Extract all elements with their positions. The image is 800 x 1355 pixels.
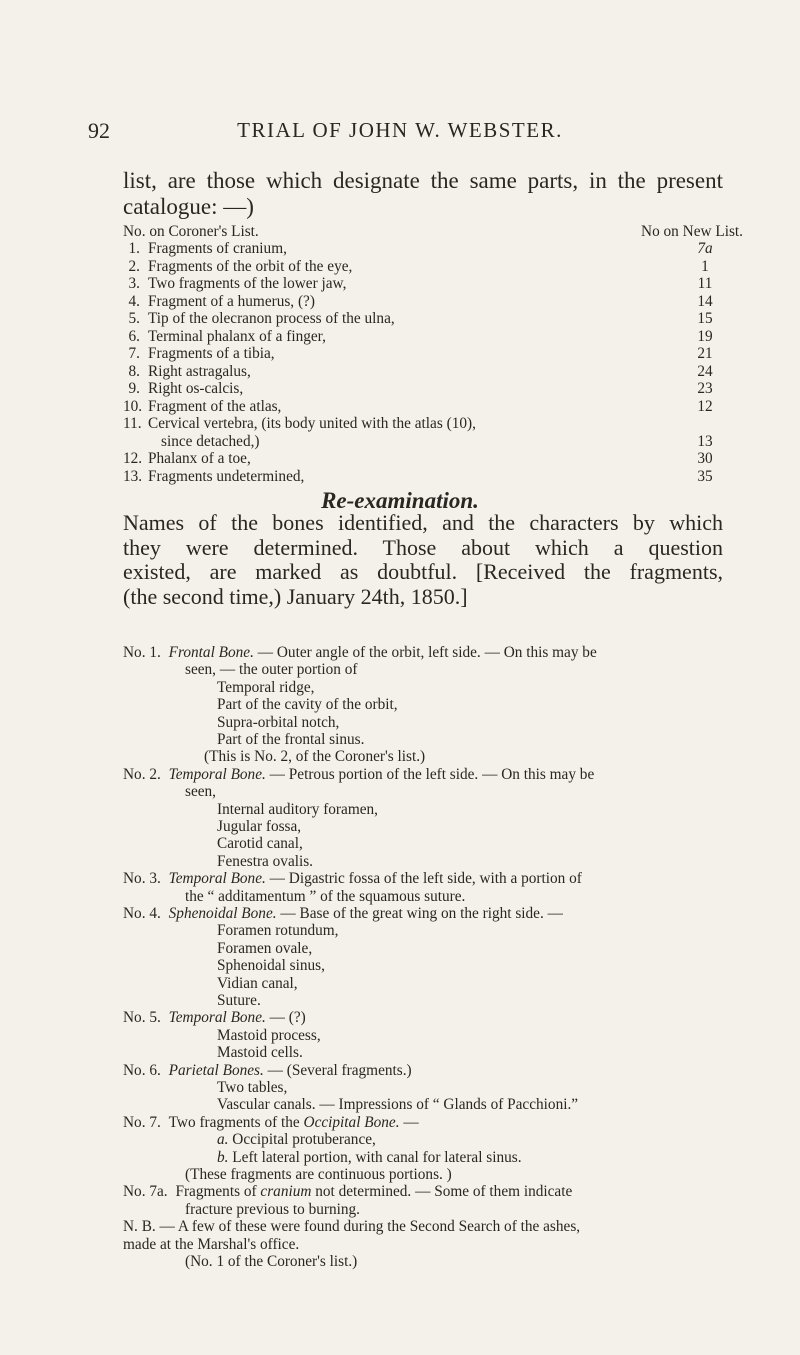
row-new-number: 1 [701,257,709,275]
page-number: 92 [88,118,110,143]
col-coroner-list: No. on Coroner's List. [123,223,259,240]
list-row [123,415,743,433]
entry-line [217,1131,376,1149]
row-number: 1. [128,240,140,257]
entry-text: — Petrous portion of the left side. — On this may be [265,765,595,783]
row-number: 9. [128,380,140,397]
row-description: Cervical vertebra, (its body united with the atlas (10), [148,415,476,432]
row-new-number: 15 [697,310,713,327]
entry-line: Part of the frontal sinus. [217,731,365,748]
item-text: Occipital protuberance, [228,1131,376,1149]
row-description: Right astragalus, [148,362,251,380]
row-number: 3. [128,275,140,292]
entry-text: — Base of the great wing on the right side. — [276,905,563,922]
row-description: Tip of the olecranon process of the ulna, [148,310,395,327]
entry-number: No. 3. [123,870,161,888]
list-row [123,258,743,276]
list-row [123,275,743,293]
entry-line: Mastoid process, [217,1026,321,1044]
row-description: Fragments of a tibia, [148,345,275,362]
bone-name: Occipital Bone. [303,1113,400,1131]
row-new-number: 11 [697,275,713,292]
row-description: Phalanx of a toe, [148,450,251,467]
row-number: 4. [128,292,140,310]
row-description: Two fragments of the lower jaw, [148,275,347,292]
entry-text: — (?) [265,1009,306,1027]
entry-number: No. 4. [123,905,161,922]
entry-parietal-bones [123,1062,412,1080]
entry-text: — [399,1113,419,1131]
list-row [123,328,743,346]
entry-number: No. 7. [123,1113,161,1131]
list-rows [123,240,743,485]
row-description: Terminal phalanx of a finger, [148,327,326,345]
entry-line: Internal auditory foramen, [217,800,378,818]
list-row [123,345,743,363]
para-line: they were determined. Those about which a question [123,534,723,560]
entry-line: Suture. [217,992,261,1009]
list-header [123,223,743,240]
list-row [123,468,743,486]
section-paragraph [123,511,723,609]
row-number: 12. [123,450,143,467]
entry-line: Vascular canals. — Impressions of “ Glands of Pacchioni.” [217,1096,579,1114]
row-number: 8. [128,362,140,380]
entry-number: No. 6. [123,1061,161,1079]
entry-line: Carotid canal, [217,835,303,853]
item-label: a. [217,1131,229,1149]
row-new-number: 30 [697,450,713,467]
entry-line: Temporal ridge, [217,678,315,696]
row-description: Right os-calcis, [148,380,244,397]
item-text: Left lateral portion, with canal for lateral sinus. [228,1148,522,1166]
entry-number: No. 7a. [123,1183,168,1201]
nota-bene: N. B. — A few of these were found during the Second Search of the ashes, [123,1218,581,1236]
entry-line: seen, [185,783,217,801]
para-line: existed, are marked as doubtful. [Received the fragments, [123,559,723,584]
item-label: b. [217,1148,229,1166]
row-new-number: 13 [697,432,713,450]
list-row [123,450,743,468]
row-number: 6. [128,327,140,345]
entry-text: not determined. — Some of them indicate [311,1183,573,1201]
entry-line: Foramen ovale, [217,939,313,957]
running-head: TRIAL OF JOHN W. WEBSTER. [237,118,563,142]
row-description: Fragment of the atlas, [148,397,282,415]
entry-line: Two tables, [217,1079,288,1096]
entry-line: Supra-orbital notch, [217,713,340,731]
row-description: since detached,) [161,432,260,450]
row-new-number: 35 [697,467,713,485]
row-number: 10. [123,397,143,415]
list-row [123,433,743,451]
list-row [123,240,743,258]
row-description: Fragments of cranium, [148,240,287,257]
bone-name: Parietal Bones. [168,1061,264,1079]
entry-line: Mastoid cells. [217,1044,303,1062]
row-number: 13. [123,467,143,485]
bone-name: Temporal Bone. [168,765,266,783]
row-new-number: 23 [697,380,713,397]
entry-frontal-bone [123,644,597,662]
bone-name: Temporal Bone. [168,1009,266,1027]
row-new-number: 24 [697,362,713,380]
entry-temporal-bone-petrous [123,766,594,784]
entry-line: seen, — the outer portion of [185,661,358,679]
entry-line: the “ additamentum ” of the squamous suture. [185,887,466,905]
bone-name: Sphenoidal Bone. [168,905,277,922]
entry-line: Jugular fossa, [217,818,302,835]
entry-line: Foramen rotundum, [217,922,339,940]
entry-text: Fragments of [175,1183,261,1201]
col-new-list: No on New List. [641,223,743,240]
para-line: (the second time,) January 24th, 1850.] [123,583,468,609]
row-number: 5. [128,310,140,327]
intro-line: list, are those which designate the same parts, in the present [123,168,723,193]
row-new-number: 21 [697,345,713,362]
list-row [123,380,743,398]
nota-bene-line: made at the Marshal's office. [123,1235,300,1253]
bone-name: Temporal Bone. [168,870,266,888]
entry-text: — Outer angle of the orbit, left side. — On this may be [253,644,597,661]
entry-temporal-bone-mastoid [123,1009,306,1027]
page-header [0,118,800,148]
intro-text [123,168,723,220]
entry-occipital-bone [123,1114,419,1132]
entry-cranium [123,1183,572,1201]
row-description: Fragment of a humerus, (?) [148,292,315,310]
row-description: Fragments of the orbit of the eye, [148,257,353,275]
list-row [123,363,743,381]
list-row [123,398,743,416]
row-number: 2. [128,257,140,275]
row-new-number: 7a [697,240,713,257]
entry-line: (These fragments are continuous portions. ) [185,1166,452,1183]
concordance-list [123,223,743,485]
list-row [123,310,743,328]
row-number: 11. [123,415,142,432]
section-title: Re-examination. [321,488,479,513]
entry-number: No. 1. [123,644,161,661]
bone-name: Frontal Bone. [168,644,254,661]
nota-bene-line: (No. 1 of the Coroner's list.) [185,1253,358,1270]
para-line: Names of the bones identified, and the characters by which [123,510,723,535]
row-new-number: 19 [697,327,713,345]
entry-line [217,1149,522,1167]
entry-line: Vidian canal, [217,974,298,992]
row-number: 7. [128,345,140,362]
entry-line: (This is No. 2, of the Coroner's list.) [204,748,426,766]
entry-line: fracture previous to burning. [185,1200,361,1218]
entry-line: Part of the cavity of the orbit, [217,696,398,714]
bone-name: cranium [260,1183,312,1201]
entry-line: Fenestra ovalis. [217,852,314,870]
entry-number: No. 5. [123,1009,161,1027]
entry-text: Two fragments of the [168,1113,304,1131]
entry-temporal-bone-digastric [123,870,582,888]
row-description: Fragments undetermined, [148,467,305,485]
entry-line: Sphenoidal sinus, [217,957,325,975]
intro-line: catalogue: —) [123,194,254,219]
entry-text: — (Several fragments.) [263,1061,412,1079]
list-row [123,293,743,311]
entry-number: No. 2. [123,765,161,783]
row-new-number: 14 [697,292,713,310]
entry-sphenoidal-bone [123,905,563,923]
row-new-number: 12 [697,397,713,415]
entry-text: — Digastric fossa of the left side, with a portion of [265,870,582,888]
